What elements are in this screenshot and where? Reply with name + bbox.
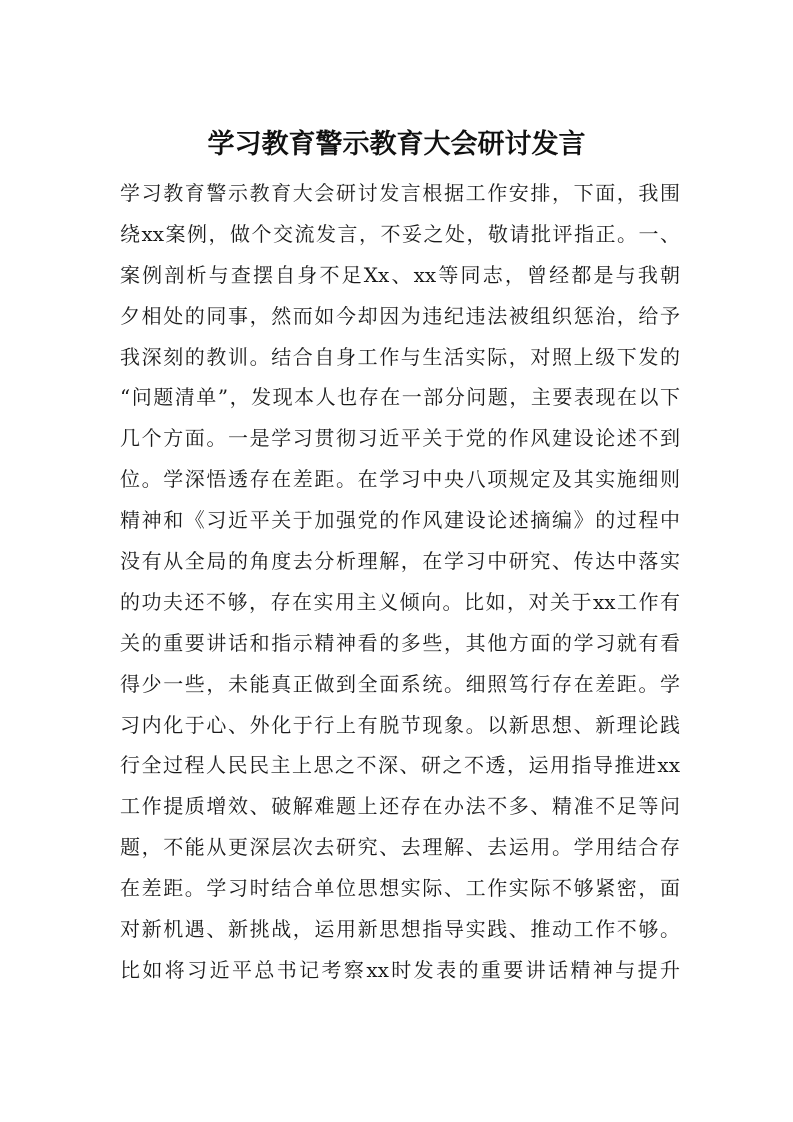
body-line: 比如将习近平总书记考察xx时发表的重要讲话精神与提升	[120, 957, 680, 982]
document-body	[120, 173, 680, 991]
body-line: 习内化于心、外化于行上有脱节现象。以新思想、新理论践	[120, 712, 680, 737]
document-title: 学习教育警示教育大会研讨发言	[207, 129, 586, 160]
body-line: 没有从全局的角度去分析理解，在学习中研究、传达中落实	[120, 549, 680, 574]
body-line: 的功夫还不够，存在实用主义倾向。比如，对关于xx工作有	[120, 589, 680, 614]
body-line: 几个方面。一是学习贯彻习近平关于党的作风建设论述不到	[120, 426, 680, 451]
body-line: 对新机遇、新挑战，运用新思想指导实践、推动工作不够。	[120, 917, 680, 942]
body-line: 我深刻的教训。结合自身工作与生活实际，对照上级下发的	[120, 344, 680, 369]
body-line: 夕相处的同事，然而如今却因为违纪违法被组织惩治，给予	[120, 303, 680, 328]
body-line: 位。学深悟透存在差距。在学习中央八项规定及其实施细则	[120, 467, 680, 492]
body-line: 精神和《习近平关于加强党的作风建设论述摘编》的过程中	[120, 508, 680, 533]
body-line: 在差距。学习时结合单位思想实际、工作实际不够紧密，面	[120, 876, 680, 901]
body-line: 学习教育警示教育大会研讨发言根据工作安排，下面，我围	[120, 181, 680, 205]
body-line: 行全过程人民民主上思之不深、研之不透，运用指导推进xx	[120, 753, 680, 778]
body-line: 得少一些，未能真正做到全面系统。细照笃行存在差距。学	[120, 671, 680, 696]
body-line: 题，不能从更深层次去研究、去理解、去运用。学用结合存	[120, 835, 680, 860]
body-line: 案例剖析与查摆自身不足Xx、xx等同志，曾经都是与我朝	[120, 262, 680, 287]
body-line: 关的重要讲话和指示精神看的多些，其他方面的学习就有看	[120, 630, 680, 655]
body-line: 绕xx案例，做个交流发言，不妥之处，敬请批评指正。一、	[120, 221, 680, 246]
body-line: 工作提质增效、破解难题上还存在办法不多、精准不足等问	[120, 794, 680, 819]
body-line: “问题清单”，发现本人也存在一部分问题，主要表现在以下	[120, 385, 680, 410]
